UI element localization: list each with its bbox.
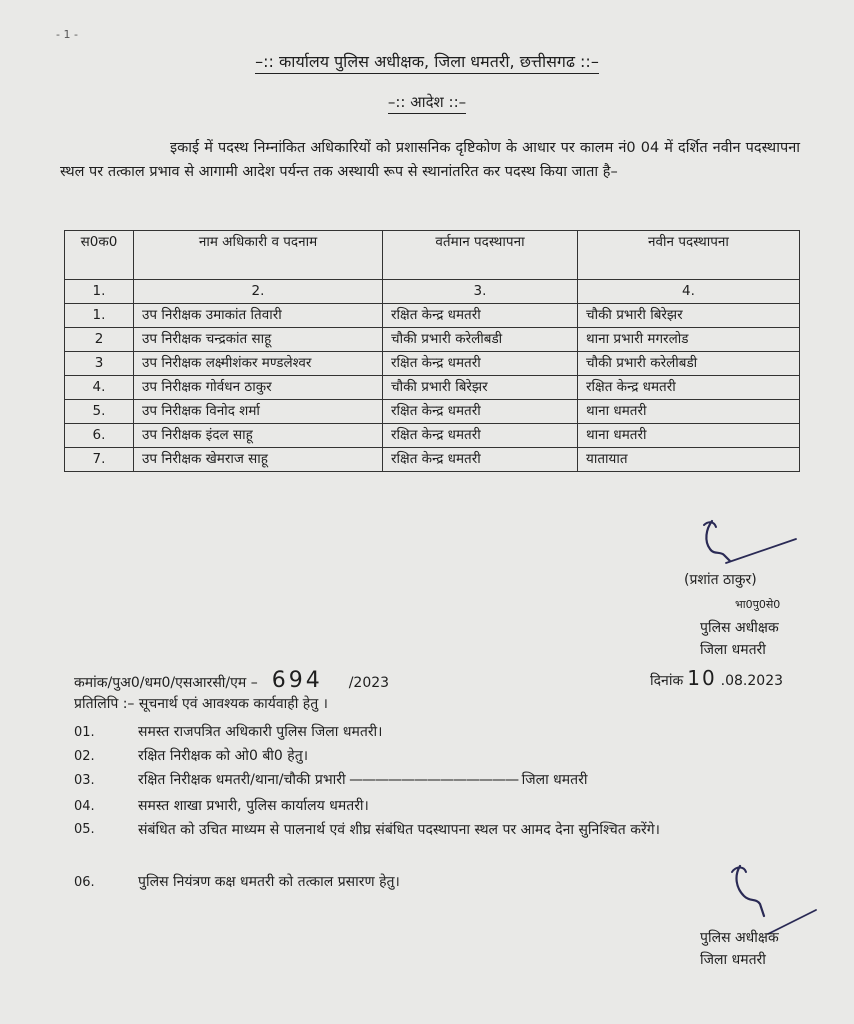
col-number: 3. xyxy=(383,280,578,304)
row-current-post: रक्षित केन्द्र धमतरी xyxy=(383,352,578,376)
item-number: 03. xyxy=(74,773,95,788)
item-number: 04. xyxy=(74,799,95,814)
distribution-item xyxy=(74,722,383,741)
date-day: 10 xyxy=(687,666,717,690)
intro-paragraph xyxy=(60,136,800,184)
item-text: समस्त शाखा प्रभारी, पुलिस कार्यालय धमतरी। xyxy=(138,798,369,814)
order-date xyxy=(650,666,783,690)
page-number: - 1 - xyxy=(56,28,78,41)
row-officer: उप निरीक्षक विनोद शर्मा xyxy=(134,400,383,424)
distribution-item xyxy=(74,796,369,815)
distribution-item xyxy=(74,872,400,891)
col-number: 4. xyxy=(578,280,800,304)
reference-number xyxy=(74,668,389,693)
row-new-post: चौकी प्रभारी बिरेझर xyxy=(578,304,800,328)
table-header-row xyxy=(65,231,800,280)
header-new-post: नवीन पदस्थापना xyxy=(578,231,800,280)
table-column-number-row xyxy=(65,280,800,304)
order-heading-text: –:: आदेश ::– xyxy=(388,93,466,114)
row-new-post: चौकी प्रभारी करेलीबडी xyxy=(578,352,800,376)
row-officer: उप निरीक्षक चन्द्रकांत साहू xyxy=(134,328,383,352)
row-new-post: थाना प्रभारी मगरलोड xyxy=(578,328,800,352)
header-serial: स0क0 xyxy=(65,231,134,280)
intro-text: इकाई में पदस्थ निम्नांकित अधिकारियों को प्रशासनिक दृष्टिकोण के आधार पर कालम नं0 04 में दर्शित नवीन पदस्थापना स्थल पर तत्काल प्रभाव से आगामी आदेश पर्यन्त तक अस्थायी रूप से स्थानांतरित कर पदस्थ किया जाता है– xyxy=(60,140,800,180)
table-row xyxy=(65,304,800,328)
item-text: समस्त राजपत्रित अधिकारी पुलिस जिला धमतरी। xyxy=(138,724,383,740)
signatory-name: (प्रशांत ठाकुर) xyxy=(684,572,757,588)
reference-year: /2023 xyxy=(348,675,390,691)
row-officer: उप निरीक्षक खेमराज साहू xyxy=(134,448,383,472)
row-current-post: चौकी प्रभारी बिरेझर xyxy=(383,376,578,400)
footer-signatory-post: पुलिस अधीक्षक xyxy=(700,930,779,946)
row-new-post: यातायात xyxy=(578,448,800,472)
header-name: नाम अधिकारी व पदनाम xyxy=(134,231,383,280)
row-current-post: रक्षित केन्द्र धमतरी xyxy=(383,424,578,448)
row-new-post: थाना धमतरी xyxy=(578,400,800,424)
item-number: 05. xyxy=(74,822,95,837)
item-text: रक्षित निरीक्षक धमतरी/थाना/चौकी प्रभारी xyxy=(138,772,346,788)
row-officer: उप निरीक्षक इंदल साहू xyxy=(134,424,383,448)
row-officer: उप निरीक्षक उमाकांत तिवारी xyxy=(134,304,383,328)
table-row xyxy=(65,424,800,448)
reference-handwritten-number: 694 xyxy=(271,668,323,693)
transfer-table xyxy=(64,230,800,472)
table-row xyxy=(65,328,800,352)
table-row xyxy=(65,448,800,472)
row-serial: 2 xyxy=(65,328,134,352)
row-officer: उप निरीक्षक गोर्वधन ठाकुर xyxy=(134,376,383,400)
row-current-post: रक्षित केन्द्र धमतरी xyxy=(383,448,578,472)
row-current-post: रक्षित केन्द्र धमतरी xyxy=(383,400,578,424)
row-officer: उप निरीक्षक लक्ष्मीशंकर मण्डलेश्वर xyxy=(134,352,383,376)
distribution-item xyxy=(74,746,308,765)
row-serial: 6. xyxy=(65,424,134,448)
table-row xyxy=(65,352,800,376)
signatory-rank: भा0पु0से0 xyxy=(735,598,781,611)
row-serial: 3 xyxy=(65,352,134,376)
blank-line: ————————————— xyxy=(345,772,522,788)
item-suffix: जिला धमतरी xyxy=(521,772,588,788)
signatory-district: जिला धमतरी xyxy=(700,642,766,658)
item-text: पुलिस नियंत्रण कक्ष धमतरी को तत्काल प्रसारण हेतु। xyxy=(138,874,400,890)
order-heading xyxy=(0,92,854,112)
item-text: संबंधित को उचित माध्यम से पालनार्थ एवं शीघ्र संबंधित पदस्थापना स्थल पर आमद देना सुनिश्चित करेंगे। xyxy=(138,822,660,838)
row-current-post: चौकी प्रभारी करेलीबडी xyxy=(383,328,578,352)
row-serial: 4. xyxy=(65,376,134,400)
header-current-post: वर्तमान पदस्थापना xyxy=(383,231,578,280)
table-row xyxy=(65,376,800,400)
reference-prefix: कमांक/पुअ0/धम0/एसआरसी/एम – xyxy=(74,675,258,691)
col-number: 1. xyxy=(65,280,134,304)
footer-signatory-district: जिला धमतरी xyxy=(700,952,766,968)
item-number: 02. xyxy=(74,749,95,764)
row-new-post: थाना धमतरी xyxy=(578,424,800,448)
table-row xyxy=(65,400,800,424)
row-new-post: रक्षित केन्द्र धमतरी xyxy=(578,376,800,400)
copy-to-line: प्रतिलिपि :– सूचनार्थ एवं आवश्यक कार्यवाही हेतु । xyxy=(74,696,328,712)
row-serial: 7. xyxy=(65,448,134,472)
item-number: 01. xyxy=(74,725,95,740)
row-current-post: रक्षित केन्द्र धमतरी xyxy=(383,304,578,328)
distribution-item xyxy=(74,818,814,842)
distribution-item xyxy=(74,770,587,789)
office-title xyxy=(0,50,854,72)
date-label: दिनांक xyxy=(650,673,684,689)
office-title-text: –:: कार्यालय पुलिस अधीक्षक, जिला धमतरी, छत्तीसगढ ::– xyxy=(255,52,599,74)
signatory-post: पुलिस अधीक्षक xyxy=(700,620,779,636)
row-serial: 5. xyxy=(65,400,134,424)
date-rest: .08.2023 xyxy=(720,673,784,689)
row-serial: 1. xyxy=(65,304,134,328)
item-text: रक्षित निरीक्षक को ओ0 बी0 हेतु। xyxy=(138,748,309,764)
item-number: 06. xyxy=(74,875,95,890)
col-number: 2. xyxy=(134,280,383,304)
